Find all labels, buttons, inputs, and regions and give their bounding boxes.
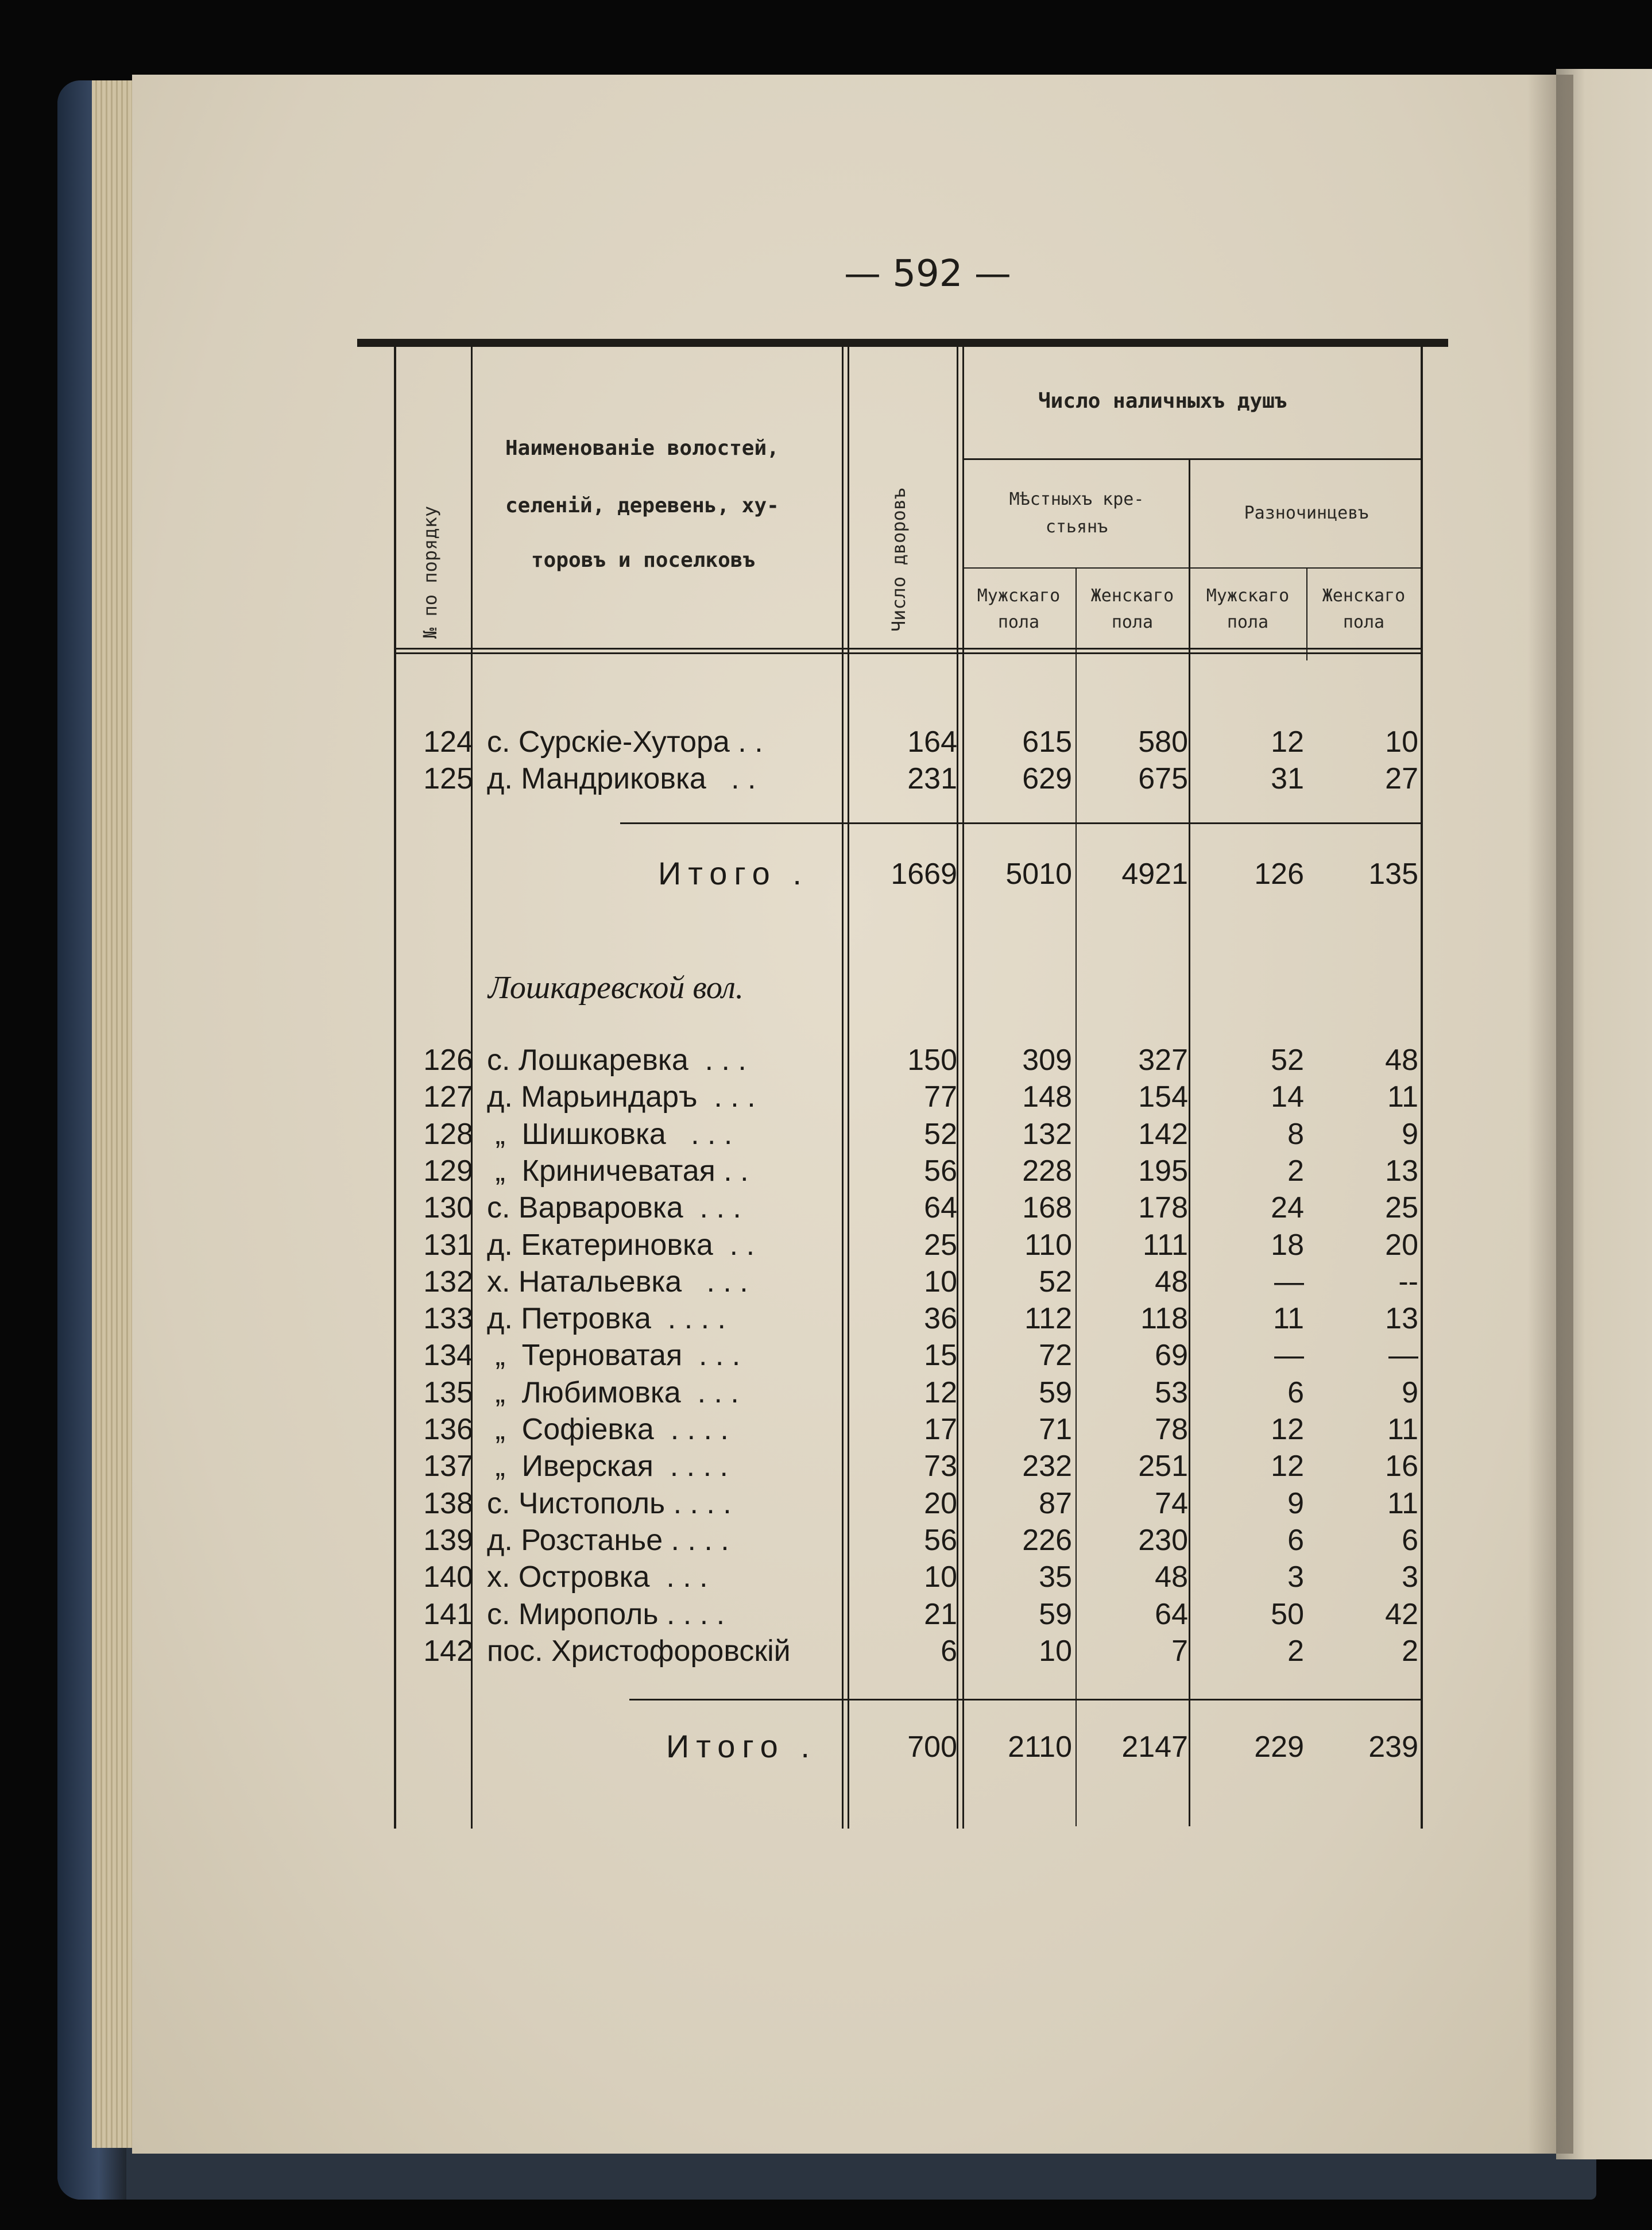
table-row — [0, 1560, 1652, 1597]
households: 150 — [907, 1043, 957, 1077]
settlement-name: д. Мандриковка . . — [487, 762, 756, 795]
local-female: 195 — [1138, 1154, 1188, 1188]
row-number: 139 — [423, 1523, 473, 1557]
total-dvorov: 700 — [907, 1730, 957, 1764]
local-female: 74 — [1155, 1486, 1188, 1520]
table-row — [0, 1375, 1652, 1412]
local-female: 230 — [1138, 1523, 1188, 1557]
header-male-2b: пола — [1227, 612, 1269, 632]
households: 52 — [924, 1117, 957, 1151]
settlement-name: с. Мирополь . . . . — [487, 1597, 725, 1631]
households: 64 — [924, 1191, 957, 1225]
raznoch-male: 2 — [1287, 1154, 1304, 1188]
page-number: — 592 — — [844, 253, 1011, 295]
local-female: 675 — [1138, 762, 1188, 795]
row-number: 127 — [423, 1080, 473, 1114]
local-male: 168 — [1022, 1191, 1072, 1225]
raznoch-male: 3 — [1287, 1560, 1304, 1594]
households: 20 — [924, 1486, 957, 1520]
total-raznoch-male: 126 — [1254, 857, 1304, 891]
raznoch-female: 6 — [1402, 1523, 1418, 1557]
row-number: 131 — [423, 1228, 473, 1262]
raznoch-male: 52 — [1271, 1043, 1304, 1077]
raznoch-female: 42 — [1385, 1597, 1418, 1631]
raznoch-female: 20 — [1385, 1228, 1418, 1262]
raznoch-male: — — [1274, 1265, 1304, 1298]
total-local-female: 4921 — [1121, 857, 1188, 891]
header-male-1: Мужскаго — [977, 586, 1061, 606]
settlement-name: с. Чистополь . . . . — [487, 1486, 732, 1520]
raznoch-female: 9 — [1402, 1375, 1418, 1409]
table-row — [0, 1486, 1652, 1523]
table-row — [0, 1080, 1652, 1116]
local-female: 118 — [1140, 1302, 1188, 1336]
settlement-name: д. Розстанье . . . . — [487, 1523, 729, 1557]
row-number: 140 — [423, 1560, 473, 1594]
table-row — [0, 1191, 1652, 1227]
header-name-line-2: селеній, деревень, ху- — [505, 494, 779, 517]
local-female: 48 — [1155, 1560, 1188, 1594]
table-row — [0, 1301, 1652, 1338]
row-number: 137 — [423, 1450, 473, 1483]
raznoch-female: 2 — [1402, 1634, 1418, 1668]
table-row — [0, 1634, 1652, 1671]
table-row — [0, 1117, 1652, 1154]
total-raznoch-female: 239 — [1368, 1730, 1418, 1764]
raznoch-female: 25 — [1385, 1191, 1418, 1225]
row-number: 141 — [423, 1597, 473, 1631]
row-number: 142 — [423, 1634, 473, 1668]
local-male: 148 — [1022, 1080, 1072, 1114]
raznoch-male: 8 — [1287, 1117, 1304, 1151]
total-label: Итого . — [658, 855, 808, 891]
households: 56 — [924, 1523, 957, 1557]
table-row — [0, 1043, 1652, 1080]
row-number: 130 — [423, 1191, 473, 1225]
raznoch-male: 50 — [1271, 1597, 1304, 1631]
households: 164 — [907, 725, 957, 759]
local-female: 580 — [1138, 725, 1188, 759]
table-row — [0, 1412, 1652, 1449]
local-female: 178 — [1138, 1191, 1188, 1225]
settlement-name: х. Натальевка . . . — [487, 1265, 748, 1298]
raznoch-male: 31 — [1271, 762, 1304, 795]
total-local-male: 2110 — [1008, 1730, 1072, 1764]
local-male: 615 — [1022, 725, 1072, 759]
total-local-female: 2147 — [1121, 1730, 1188, 1764]
local-male: 629 — [1022, 762, 1072, 795]
local-male: 226 — [1022, 1523, 1072, 1557]
raznoch-female: 16 — [1385, 1450, 1418, 1483]
local-male: 132 — [1022, 1117, 1072, 1151]
settlement-name: „ Терноватая . . . — [487, 1339, 741, 1373]
settlement-name: „ Шишковка . . . — [487, 1117, 733, 1151]
local-male: 110 — [1024, 1228, 1072, 1262]
header-bottom-rule — [395, 648, 1423, 650]
households: 231 — [907, 762, 957, 795]
settlement-name: пос. Христофоровскій — [487, 1634, 791, 1668]
table-row — [0, 1228, 1652, 1265]
header-female-1b: пола — [1111, 612, 1154, 632]
raznoch-female: 3 — [1402, 1560, 1418, 1594]
households: 15 — [924, 1339, 957, 1373]
raznoch-male: 11 — [1273, 1302, 1304, 1336]
local-male: 35 — [1039, 1560, 1072, 1594]
settlement-name: д. Петровка . . . . — [487, 1302, 726, 1336]
table-top-rule — [357, 339, 1448, 347]
row-number: 126 — [423, 1043, 473, 1077]
total-raznoch-female: 135 — [1368, 857, 1418, 891]
raznoch-female: 11 — [1387, 1080, 1418, 1114]
local-male: 232 — [1022, 1450, 1072, 1483]
raznoch-female: 11 — [1387, 1486, 1418, 1520]
header-bottom-rule-2 — [395, 652, 1423, 654]
local-female: 327 — [1138, 1043, 1188, 1077]
raznoch-female: 9 — [1402, 1117, 1418, 1151]
table-row — [0, 1597, 1652, 1634]
raznoch-male: 6 — [1287, 1523, 1304, 1557]
households: 6 — [941, 1634, 957, 1668]
section-title: Лошкаревской вол. — [488, 970, 744, 1006]
local-male: 52 — [1039, 1265, 1072, 1298]
local-male: 228 — [1022, 1154, 1072, 1188]
raznoch-male: 12 — [1271, 1450, 1304, 1483]
households: 25 — [924, 1228, 957, 1262]
local-female: 142 — [1138, 1117, 1188, 1151]
table-row — [0, 1338, 1652, 1375]
raznoch-male: 6 — [1287, 1375, 1304, 1409]
row-number: 136 — [423, 1413, 473, 1446]
raznoch-male: 12 — [1271, 1413, 1304, 1446]
local-female: 251 — [1138, 1450, 1188, 1483]
raznoch-male: 9 — [1287, 1486, 1304, 1520]
table-row — [0, 725, 1652, 762]
table-row — [0, 1523, 1652, 1560]
raznoch-male: 14 — [1271, 1080, 1304, 1114]
local-male: 112 — [1024, 1302, 1072, 1336]
households: 73 — [924, 1450, 957, 1483]
households: 12 — [924, 1375, 957, 1409]
total-rule — [620, 822, 1422, 824]
households: 10 — [924, 1560, 957, 1594]
table-row — [0, 762, 1652, 798]
local-female: 48 — [1155, 1265, 1188, 1298]
header-local-peasants-1: Мѣстныхъ кре- — [1009, 489, 1144, 509]
local-male: 10 — [1039, 1634, 1072, 1668]
header-female-1: Женскаго — [1090, 586, 1174, 606]
local-male: 87 — [1039, 1486, 1072, 1520]
raznoch-male: 12 — [1271, 725, 1304, 759]
raznoch-female: 11 — [1387, 1413, 1418, 1446]
row-number: 134 — [423, 1339, 473, 1373]
local-male: 72 — [1039, 1339, 1072, 1373]
total-dvorov: 1669 — [891, 857, 957, 891]
settlement-name: с. Лошкаревка . . . — [487, 1043, 746, 1077]
raznoch-male: 18 — [1271, 1228, 1304, 1262]
local-male: 71 — [1039, 1413, 1072, 1446]
header-name-line-1: Наименованіе волостей, — [505, 436, 779, 460]
group-rule — [964, 458, 1422, 460]
settlement-name: „ Софіевка . . . . — [487, 1413, 729, 1446]
local-female: 154 — [1138, 1080, 1188, 1114]
households: 77 — [924, 1080, 957, 1114]
local-female: 7 — [1171, 1634, 1188, 1668]
raznoch-female: 27 — [1385, 762, 1418, 795]
settlement-name: д. Марьиндаръ . . . — [487, 1080, 756, 1114]
row-number: 135 — [423, 1375, 473, 1409]
header-male-1b: пола — [997, 612, 1040, 632]
local-female: 64 — [1155, 1597, 1188, 1631]
row-number: 132 — [423, 1265, 473, 1298]
header-female-2b: пола — [1343, 612, 1385, 632]
raznoch-female: 13 — [1385, 1154, 1418, 1188]
header-female-2: Женскаго — [1322, 586, 1406, 606]
households: 56 — [924, 1154, 957, 1188]
total-rule — [629, 1699, 1422, 1700]
settlement-name: „ Любимовка . . . — [487, 1375, 739, 1409]
raznoch-female: 10 — [1385, 725, 1418, 759]
settlement-name: „ Криничеватая . . — [487, 1154, 749, 1188]
households: 17 — [924, 1413, 957, 1446]
header-dvorov: Число дворовъ — [888, 488, 910, 632]
total-local-male: 5010 — [1005, 857, 1072, 891]
header-local-peasants-2: стьянъ — [1045, 517, 1108, 537]
raznoch-female: -- — [1398, 1265, 1418, 1298]
row-number: 129 — [423, 1154, 473, 1188]
raznoch-male: 24 — [1271, 1191, 1304, 1225]
total-label: Итого . — [666, 1728, 817, 1764]
settlement-name: х. Островка . . . — [487, 1560, 708, 1594]
settlement-name: с. Сурскіе-Хутора . . — [487, 725, 763, 759]
local-male: 59 — [1039, 1597, 1072, 1631]
total-values — [0, 857, 1652, 894]
table-row — [0, 1265, 1652, 1301]
raznoch-female: — — [1388, 1339, 1418, 1373]
raznoch-male: 2 — [1287, 1634, 1304, 1668]
settlement-name: д. Екатериновка . . — [487, 1228, 755, 1262]
raznoch-female: 48 — [1385, 1043, 1418, 1077]
local-male: 59 — [1039, 1375, 1072, 1409]
raznoch-male: — — [1274, 1339, 1304, 1373]
raznoch-female: 13 — [1385, 1302, 1418, 1336]
local-female: 78 — [1155, 1413, 1188, 1446]
row-number: 138 — [423, 1486, 473, 1520]
total-values — [0, 1730, 1652, 1767]
table-row — [0, 1449, 1652, 1486]
households: 36 — [924, 1302, 957, 1336]
group-rule — [964, 567, 1422, 569]
row-number: 124 — [423, 725, 473, 759]
local-female: 53 — [1155, 1375, 1188, 1409]
local-male: 309 — [1022, 1043, 1072, 1077]
row-number: 125 — [423, 762, 473, 795]
header-row-number: № по порядку — [419, 505, 441, 639]
total-raznoch-male: 229 — [1254, 1730, 1304, 1764]
row-number: 128 — [423, 1117, 473, 1151]
settlement-name: „ Иверская . . . . — [487, 1450, 728, 1483]
table-row — [0, 1154, 1652, 1191]
settlement-name: с. Варваровка . . . — [487, 1191, 741, 1225]
households: 21 — [924, 1597, 957, 1631]
header-group-title: Число наличныхъ душъ — [1038, 389, 1287, 413]
local-female: 111 — [1142, 1228, 1188, 1262]
households: 10 — [924, 1265, 957, 1298]
local-female: 69 — [1155, 1339, 1188, 1373]
row-number: 133 — [423, 1302, 473, 1336]
header-raznochintsy: Разночинцевъ — [1244, 503, 1369, 523]
header-male-2: Мужскаго — [1206, 586, 1290, 606]
header-name-line-3: торовъ и поселковъ — [531, 548, 756, 572]
